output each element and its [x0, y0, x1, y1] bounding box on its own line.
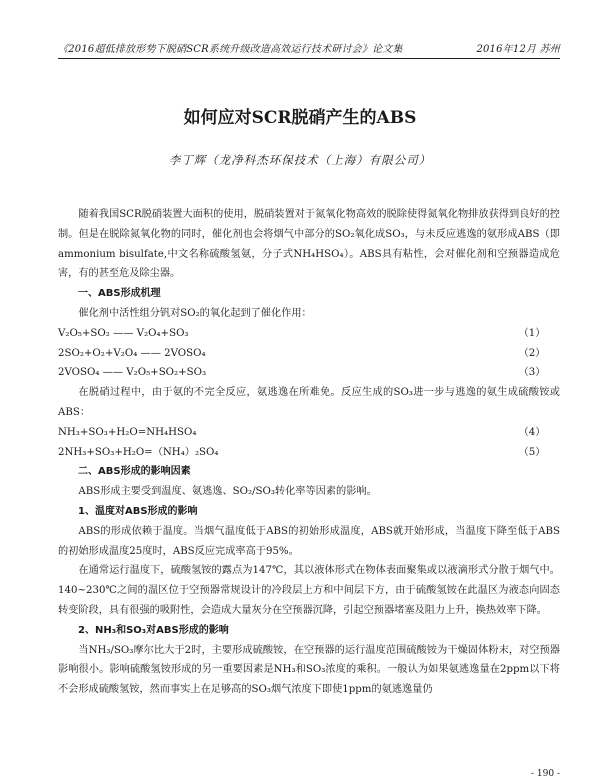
subsection1-paragraph-2: 在通常运行温度下，硫酸氢铵的露点为147℃，其以液体形式在物体表面聚集或以液滴形式分散于烟气中。140~230℃之间的温区位于空预器常规设计的冷段层上方和中间层下方，由于硫酸氢铵在此温区为液态向固态转变阶段，具有很强的吸附性，会造成大量灰分在空预器沉降，引起空预器堵塞及阻力上升，换热效率下降。: [58, 565, 560, 616]
equation-number: （3）: [518, 367, 546, 379]
article-body: [58, 205, 560, 700]
page-number: - 190 -: [531, 769, 560, 779]
equation-number: （5）: [518, 446, 546, 458]
equation-expr: V₂O₅+SO₂ —— V₂O₄+SO₃: [58, 327, 189, 339]
author-line: 李丁辉（龙净科杰环保技术（上海）有限公司）: [168, 153, 432, 167]
section1-body: 在脱硝过程中，由于氨的不完全反应，氨逃逸在所难免。反应生成的SO₃进一步与逃逸的氨生成硫酸铵或ABS：: [58, 387, 560, 418]
running-header: [58, 40, 560, 55]
equation-expr: 2NH₃+SO₃+H₂O=（NH₄）₂SO₄: [58, 446, 219, 458]
equation-4: [58, 423, 560, 443]
equation-number: （2）: [518, 347, 546, 359]
section2-heading: 二、ABS形成的影响因素: [78, 466, 191, 478]
paper-title: 如何应对SCR脱硝产生的ABS: [183, 108, 417, 128]
equation-number: （1）: [518, 327, 546, 339]
subsection2-paragraph-1: 当NH₃/SO₃摩尔比大于2时，主要形成硫酸铵，在空预器的运行温度范围硫酸铵为干燥固体粉末，对空预器影响很小。影响硫酸氢铵形成的另一重要因素是NH₃和SO₃浓度的乘积。一般认为如果氨逃逸量在2ppm以下将不会形成硫酸氢铵，然而事实上在足够高的SO₃烟气浓度下即使1ppm的氨逃逸量仍: [58, 644, 560, 696]
section1-heading: 一、ABS形成机理: [78, 288, 161, 300]
header-right: 2016年12月 苏州: [476, 44, 560, 55]
equation-1: [58, 324, 560, 344]
header-left: 《2016超低排放形势下脱硝SCR系统升级改造高效运行技术研讨会》论文集: [58, 44, 403, 55]
section1-lead: 催化剂中活性组分钒对SO₂的氧化起到了催化作用：: [78, 307, 312, 319]
subsection1-paragraph-1: ABS的形成依赖于温度。当烟气温度低于ABS的初始形成温度，ABS就开始形成，当温度下降至低于ABS的初始形成温度25度时，ABS反应完成率高于95%。: [58, 525, 560, 557]
equation-number: （4）: [518, 426, 546, 438]
equation-5: [58, 443, 560, 463]
header-rule: [58, 58, 560, 59]
section2-lead: ABS形成主要受到温度、氨逃逸、SO₂/SO₃转化率等因素的影响。: [78, 486, 377, 498]
equation-3: [58, 363, 560, 383]
equation-expr: NH₃+SO₃+H₂O=NH₄HSO₄: [58, 426, 197, 438]
subsection1-heading: 1、温度对ABS形成的影响: [78, 505, 198, 517]
intro-paragraph: 随着我国SCR脱硝装置大面积的使用，脱硝装置对于氮氧化物高效的脱除使得氮氧化物排放获得到良好的控制。但是在脱除氮氧化物的同时，催化剂也会将烟气中部分的SO₂氧化成SO₃，与未反应逃逸的氨形成ABS（即ammonium bisulfate,中文名称硫酸氢氨，分子式NH₄HSO₄）。ABS具有粘性，会对催化剂和空预器造成危害，有的甚至危及除尘器。: [58, 209, 560, 280]
equation-expr: 2VOSO₄ —— V₂O₅+SO₂+SO₃: [58, 367, 207, 379]
equation-2: [58, 344, 560, 364]
equation-expr: 2SO₂+O₂+V₂O₄ —— 2VOSO₄: [58, 347, 206, 359]
subsection2-heading: 2、NH₃和SO₃对ABS形成的影响: [78, 624, 229, 636]
